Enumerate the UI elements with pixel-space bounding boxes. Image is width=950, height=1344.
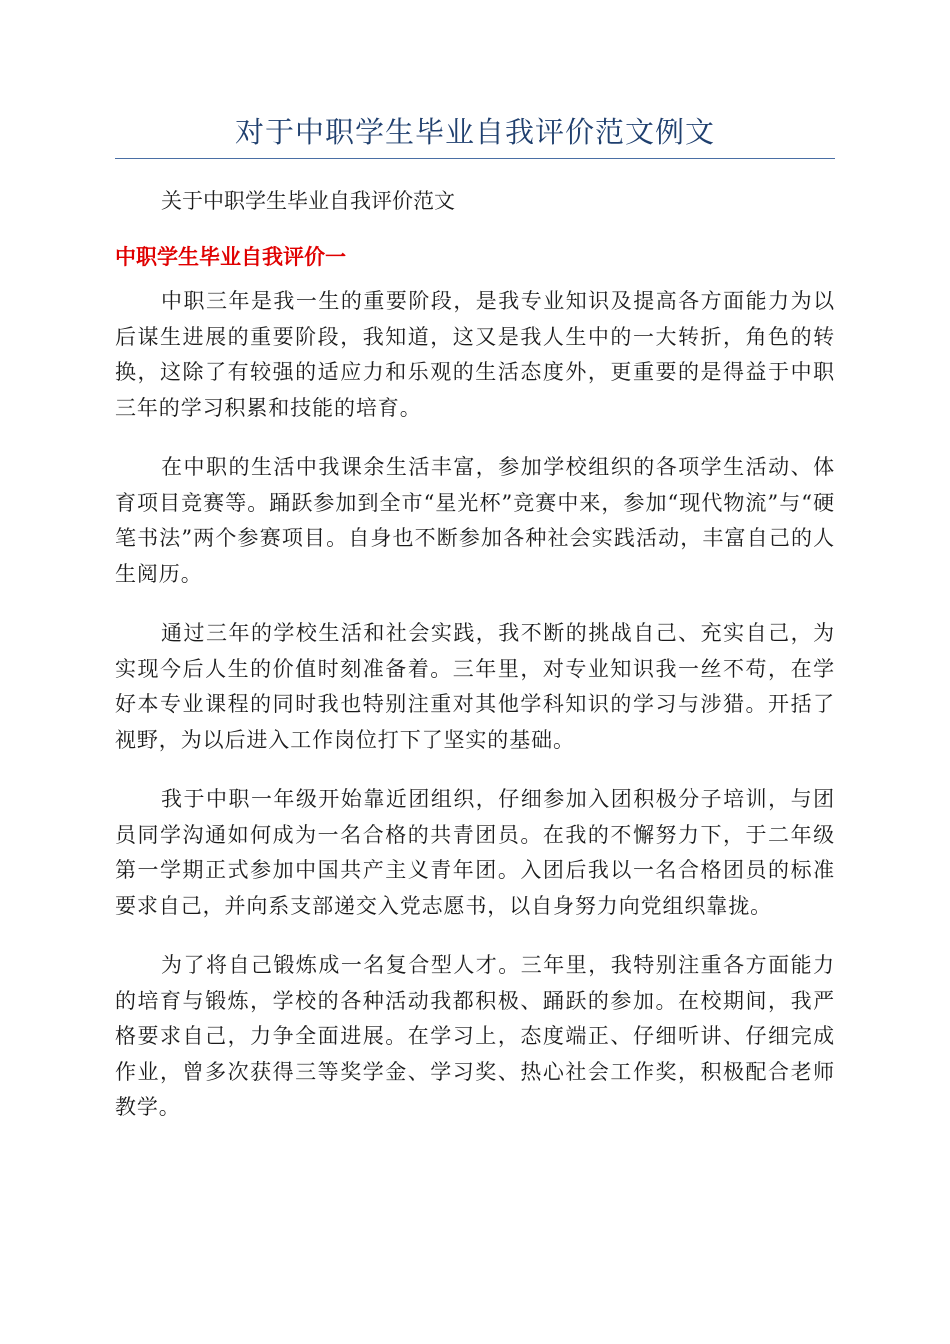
section-heading: 中职学生毕业自我评价一 [115,245,346,269]
body-paragraph-1: 中职三年是我一生的重要阶段，是我专业知识及提高各方面能力为以后谋生进展的重要阶段，我知道，这又是我人生中的一大转折，角色的转换，这除了有较强的适应力和乐观的生活态度外，更重要的是得益于中职三年的学习积累和技能的培育。 [115,289,835,420]
document-title: 对于中职学生毕业自我评价范文例文 [115,110,835,159]
body-paragraph-4: 我于中职一年级开始靠近团组织，仔细参加入团积极分子培训，与团员同学沟通如何成为一名合格的共青团员。在我的不懈努力下，于二年级第一学期正式参加中国共产主义青年团。入团后我以一名合格团员的标准要求自己，并向系支部递交入党志愿书，以自身努力向党组织靠拢。 [115,787,835,918]
document-page [115,110,835,1126]
body-paragraph-2: 在中职的生活中我课余生活丰富，参加学校组织的各项学生活动、体育项目竞赛等。踊跃参加到全市“星光杯”竞赛中来，参加“现代物流”与“硬笔书法”两个参赛项目。自身也不断参加各种社会实践活动，丰富自己的人生阅历。 [115,455,835,586]
body-paragraph-3: 通过三年的学校生活和社会实践，我不断的挑战自己、充实自己，为实现今后人生的价值时刻准备着。三年里，对专业知识我一丝不苟，在学好本专业课程的同时我也特别注重对其他学科知识的学习与涉猎。开括了视野，为以后进入工作岗位打下了坚实的基础。 [115,621,835,752]
document-subtitle: 关于中职学生毕业自我评价范文 [161,189,455,213]
body-paragraph-5: 为了将自己锻炼成一名复合型人才。三年里，我特别注重各方面能力的培育与锻炼，学校的各种活动我都积极、踊跃的参加。在校期间，我严格要求自己，力争全面进展。在学习上，态度端正、仔细听讲、仔细完成作业，曾多次获得三等奖学金、学习奖、热心社会工作奖，积极配合老师教学。 [115,953,835,1119]
